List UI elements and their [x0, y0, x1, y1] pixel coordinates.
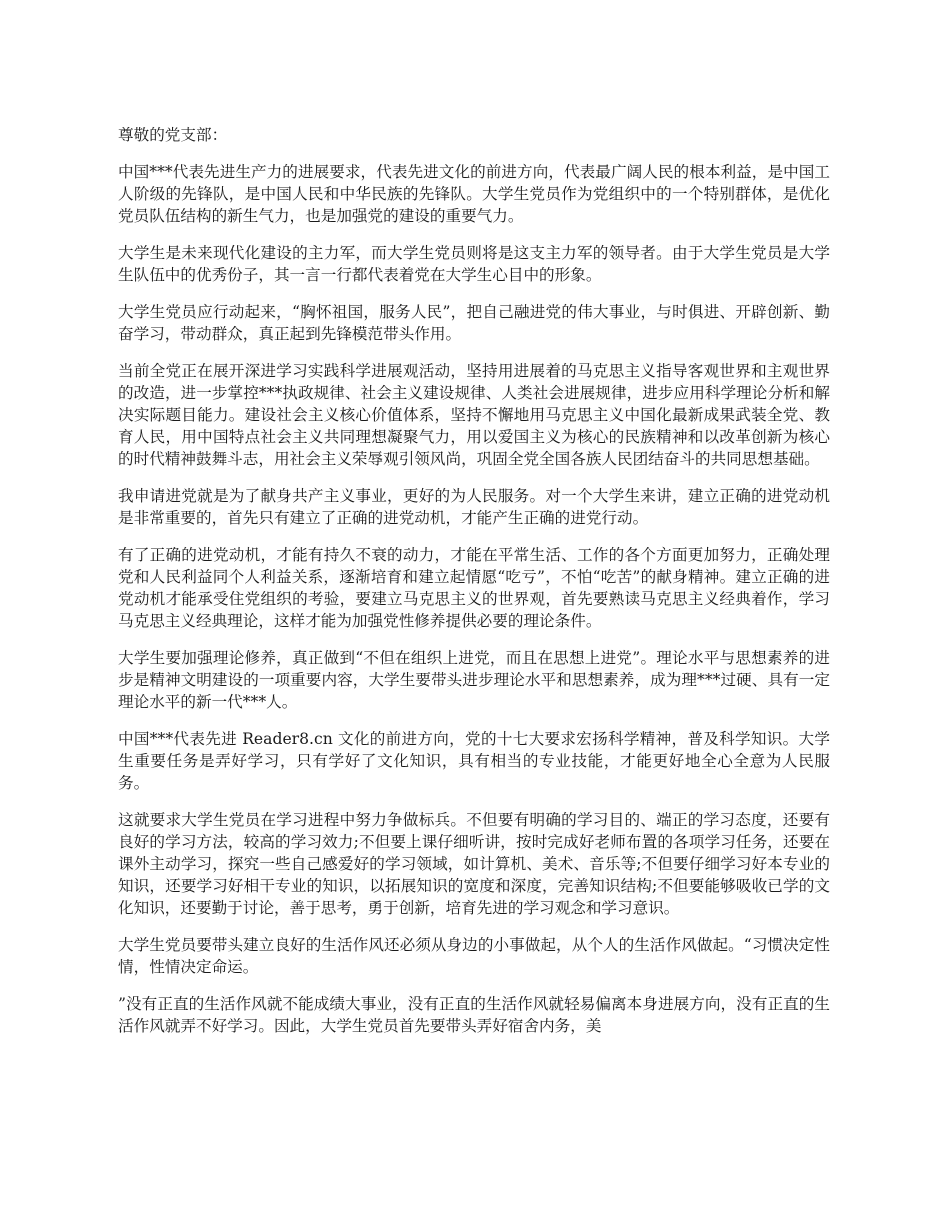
- paragraph: 大学生是未来现代化建设的主力军，而大学生党员则将是这支主力军的领导者。由于大学生党员是大学生队伍中的优秀份子，其一言一行都代表着党在大学生心目中的形象。: [118, 244, 830, 284]
- paragraph: 有了正确的进党动机，才能有持久不衰的动力，才能在平常生活、工作的各个方面更加努力，正确处理党和人民利益同个人利益关系，逐渐培育和建立起情愿“吃亏”，不怕“吃苦”的献身精神。建立正确的进党动机才能承受住党组织的考验，要建立马克思主义的世界观，首先要熟读马克思主义经典着作，学习马克思主义经典理论，这样才能为加强党性修养提供必要的理论条件。: [118, 546, 830, 630]
- paragraph: 大学生党员要带头建立良好的生活作风还必须从身边的小事做起，从个人的生活作风做起。“习惯决定性情，性情决定命运。: [118, 936, 830, 976]
- paragraph: 我申请进党就是为了献身共产主义事业，更好的为人民服务。对一个大学生来讲，建立正确的进党动机是非常重要的，首先只有建立了正确的进党动机，才能产生正确的进党行动。: [118, 487, 830, 527]
- paragraph: ”没有正直的生活作风就不能成绩大事业，没有正直的生活作风就轻易偏离本身进展方向，没有正直的生活作风就弄不好学习。因此，大学生党员首先要带头弄好宿舍内务，美: [118, 995, 830, 1035]
- paragraph: 这就要求大学生党员在学习进程中努力争做标兵。不但要有明确的学习目的、端正的学习态度，还要有良好的学习方法，较高的学习效力;不但要上课仔细听讲，按时完成好老师布置的各项学习任务，还要在课外主动学习，探究一些自己感爱好的学习领域，如计算机、美术、音乐等;不但要仔细学习好本专业的知识，还要学习好相干专业的知识，以拓展知识的宽度和深度，完善知识结构;不但要能够吸收已学的文化知识，还要勤于讨论，善于思考，勇于创新，培育先进的学习观念和学习意识。: [118, 811, 830, 917]
- document-body: [118, 124, 830, 1052]
- paragraph: 大学生党员应行动起来，“胸怀祖国，服务人民”，把自己融进党的伟大事业，与时俱进、开辟创新、勤奋学习，带动群众，真正起到先锋模范带头作用。: [118, 303, 830, 343]
- paragraph: 中国***代表先进 Reader8.cn 文化的前进方向，党的十七大要求宏扬科学精神，普及科学知识。大学生重要任务是弄好学习，只有学好了文化知识，具有相当的专业技能，才能更好地全心全意为人民服务。: [118, 730, 830, 792]
- paragraph: 当前全党正在展开深进学习实践科学进展观活动，坚持用进展着的马克思主义指导客观世界和主观世界的改造，进一步掌控***执政规律、社会主义建设规律、人类社会进展规律，进步应用科学理论分析和解决实际题目能力。建设社会主义核心价值体系，坚持不懈地用马克思主义中国化最新成果武装全党、教育人民，用中国特点社会主义共同理想凝聚气力，用以爱国主义为核心的民族精神和以改革创新为核心的时代精神鼓舞斗志，用社会主义荣辱观引领风尚，巩固全党全国各族人民团结奋斗的共同思想基础。: [118, 362, 830, 468]
- paragraph: 中国***代表先进生产力的进展要求，代表先进文化的前进方向，代表最广阔人民的根本利益，是中国工人阶级的先锋队，是中国人民和中华民族的先锋队。大学生党员作为党组织中的一个特别群体，是优化党员队伍结构的新生气力，也是加强党的建设的重要气力。: [118, 163, 830, 225]
- salutation: 尊敬的党支部：: [118, 126, 228, 144]
- paragraph: 大学生要加强理论修养，真正做到“不但在组织上进党，而且在思想上进党”。理论水平与思想素养的进步是精神文明建设的一项重要内容，大学生要带头进步理论水平和思想素养，成为理***过硬、具有一定理论水平的新一代***人。: [118, 649, 830, 711]
